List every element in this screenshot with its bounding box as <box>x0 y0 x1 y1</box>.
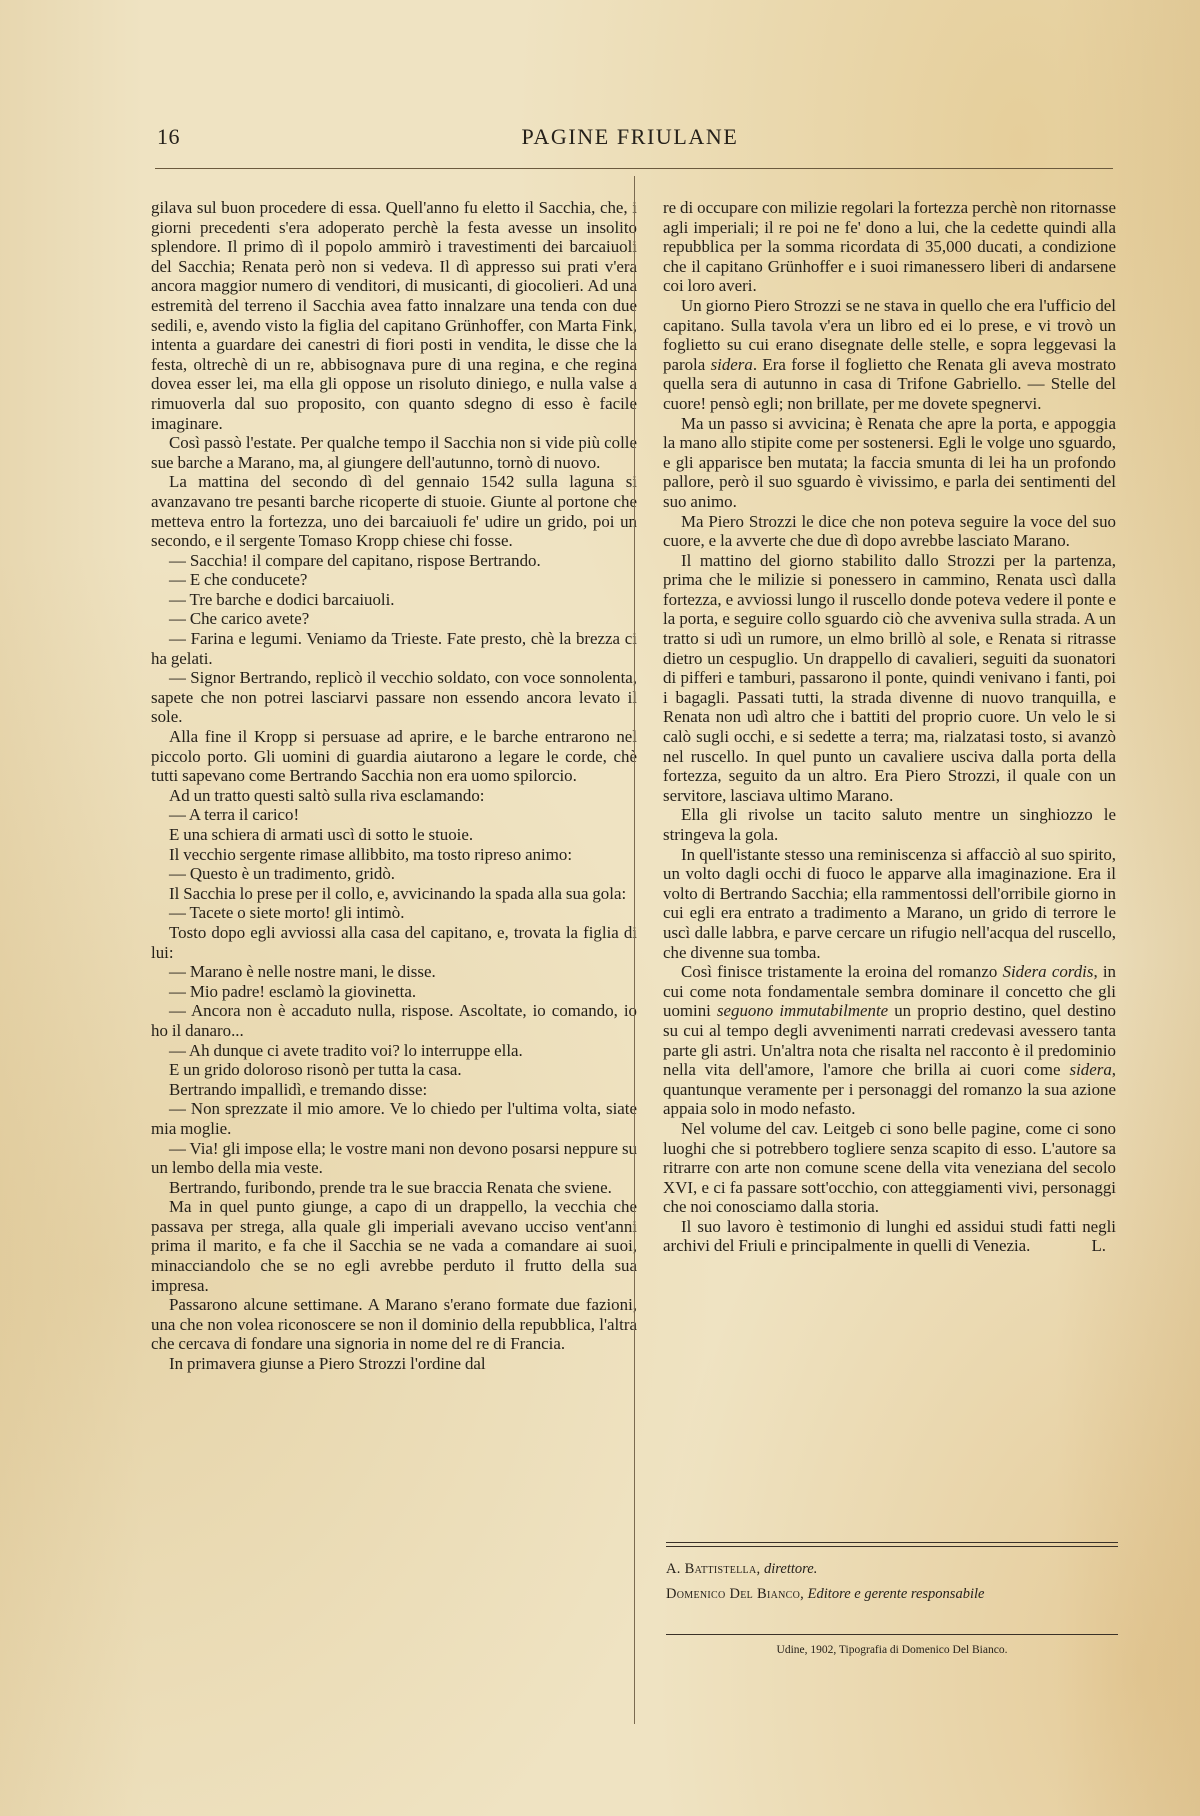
dialogue-line: — Che carico avete? <box>169 609 310 629</box>
paragraph: Così passò l'estate. Per qualche tempo il Sacchia non si vide più colle sue barche a Marano, ma, al giungere dell'autunno, tornò di nuovo. <box>151 433 637 472</box>
left-column <box>151 198 637 1374</box>
header-rule <box>155 168 1113 169</box>
footer-rule <box>666 1634 1118 1635</box>
text-run: , quantunque veramente per i personaggi del romanzo la sua azione appaia solo in modo nefasto. <box>663 1060 1116 1119</box>
dialogue-line: — A terra il carico! <box>169 805 300 825</box>
right-column <box>663 198 1116 1256</box>
paragraph: Ma in quel punto giunge, a capo di un drappello, la vecchia che passava per strega, alla quale gli imperiali avevano ucciso vent'anni prima il marito, e fa che il Sacchia se ne vada a comandare ai suoi, minacciandolo che se no egli avrebbe perduto il frutto della sua impresa. <box>151 1197 637 1295</box>
paragraph: Il mattino del giorno stabilito dallo Strozzi per la partenza, prima che le milizie si ponessero in cammino, Renata uscì dalla fortezza, e avviossi lungo il ruscello donde poteva vedere il ponte e la porta, e seguire collo sguardo ciò che avveniva sulla strada. A un tratto si udì un rumore, un elmo brillò al sole, e Renata si ritrasse dietro un cespuglio. Un drappello di cavalieri, seguiti da suonatori di pifferi e tamburi, passarono il ponte, quindi venivano i fanti, poi i bagagli. Passati tutti, la strada divenne di nuovo tranquilla, e Renata non udì altro che i battiti del proprio cuore. Un velo le si calò sugli occhi, e si sedette a terra; ma, rialzatasi tosto, si avanzò nel ruscello. In quel punto un cavaliere usciva dalla porta della fortezza, seguito da un altro. Era Piero Strozzi, il quale con un servitore, lasciava ultimo Marano. <box>663 550 1116 805</box>
paragraph: Alla fine il Kropp si persuase ad aprire, e le barche entrarono nel piccolo porto. Gli uomini di guardia aiutarono a legare le corde, chè tutti sapevano come Bertrando Sacchia non era uomo spilorcio. <box>151 727 637 786</box>
italic-term: sidera <box>710 354 753 374</box>
dialogue-line: — Via! gli impose ella; le vostre mani non devono posarsi neppure su un lembo della mia veste. <box>151 1138 637 1178</box>
printer-imprint: Udine, 1902, Tipografia di Domenico Del Bianco. <box>776 1644 1008 1656</box>
paragraph: re di occupare con milizie regolari la fortezza perchè non ritornasse agli imperiali; il re poi ne fe' dono a lui, che la cedette quindi alla repubblica per la somma ricordata di 35,000 ducati, a condizione che il capitano Grünhoffer e i suoi rimanessero liberi di andarsene coi loro averi. <box>663 198 1116 296</box>
dialogue-line: — Questo è un tradimento, gridò. <box>169 864 396 884</box>
paragraph: Il vecchio sergente rimase allibbito, ma tosto ripreso animo: <box>169 844 573 864</box>
publisher-role: Editore e gerente responsabile <box>807 1586 985 1602</box>
paragraph: gilava sul buon procedere di essa. Quell'anno fu eletto il Sacchia, che, i giorni precedenti s'era adoperato perchè la festa avesse un insolito splendore. Il primo dì il popolo ammirò i travestimenti dei barcaiuoli del Sacchia; Renata però non si vedeva. Il dì appresso sui prati v'era ancora maggior numero di venditori, di musicanti, di giocolieri. Ad una estremità del terreno il Sacchia avea fatto innalzare una tenda con due sedili, e, avendo visto la figlia del capitano Grünhoffer, con Marta Fink, intenta a guardare dei canestri di fiori posti in vendita, le disse che la festa, oltrechè di un re, abbisognava pure di una regina, e che regina dovea esser lei, ma ella gli oppose un risoluto diniego, e nulla valse a rimuoverla dal suo proposito, con quanto sdegno di esso è facile imaginare. <box>151 198 637 433</box>
footer-rule <box>666 1542 1118 1543</box>
paragraph: E un grido doloroso risonò per tutta la casa. <box>169 1060 462 1080</box>
dialogue-line: — Sacchia! il compare del capitano, rispose Bertrando. <box>169 550 541 570</box>
dialogue-line: — Ah dunque ci avete tradito voi? lo interruppe ella. <box>169 1040 523 1060</box>
paragraph: La mattina del secondo dì del gennaio 1542 sulla laguna si avanzavano tre pesanti barche ricoperte di stuoie. Giunte al portone che metteva entro la fortezza, uno dei barcaiuoli fe' udire un grido, poi un secondo, e il sergente Tomaso Kropp chiese chi fosse. <box>151 472 637 551</box>
footer-rule <box>666 1546 1118 1547</box>
publisher-line <box>666 1582 1126 1607</box>
dialogue-line: — Tacete o siete morto! gli intimò. <box>169 903 405 923</box>
page-number: 16 <box>157 124 180 149</box>
paragraph: E una schiera di armati uscì di sotto le stuoie. <box>169 825 474 844</box>
dialogue-line: — Tre barche e dodici barcaiuoli. <box>169 589 395 609</box>
text-run: un proprio destino, quel destino su cui al tempo degli avvenimenti narrati credevasi avessero tanta parte gli astri. Un'altra nota che risalta nel racconto è il predominio nella vita dell'amore, l'amore che brilla ai cuori come <box>663 1001 1116 1080</box>
paragraph: Il Sacchia lo prese per il collo, e, avvicinando la spada alla sua gola: <box>169 883 627 903</box>
text-run: Il suo lavoro è testimonio di lunghi ed assidui studi fatti negli archivi del Friuli e principalmente in quelli di Venezia. <box>663 1216 1116 1256</box>
paragraph: Nel volume del cav. Leitgeb ci sono belle pagine, come ci sono luoghi che si potrebbero togliere senza scapito di esso. L'autore sa ritrarre con arte non comune scene della vita veneziana del secolo XVI, e ci fa passare sott'occhio, con atteggiamenti vivi, personaggi che noi conosciamo dalla storia. <box>663 1118 1116 1217</box>
dialogue-line: — Marano è nelle nostre mani, le disse. <box>169 962 436 982</box>
dialogue-line: — Ancora non è accaduto nulla, rispose. Ascoltate, io comando, io ho il danaro... <box>151 1001 637 1040</box>
paragraph: In primavera giunse a Piero Strozzi l'ordine dal <box>169 1354 486 1374</box>
paragraph: Ma un passo si avvicina; è Renata che apre la porta, e appoggia la mano allo stipite come per sostenersi. Egli le volge uno sguardo, e gli apparisce ben mutata; la faccia smunta di lei ha un profondo pallore, però il suo sguardo è vivissimo, e parla dei sentimenti del suo animo. <box>663 413 1116 511</box>
author-initial: L. <box>1091 1236 1106 1256</box>
paragraph <box>663 962 1116 1119</box>
dialogue-line: — Signor Bertrando, replicò il vecchio soldato, con voce sonnolenta, sapete che non potrei lasciarvi passare non essendo ancora levato il sole. <box>151 668 637 727</box>
paragraph: Ella gli rivolse un tacito saluto mentre un singhiozzo le stringeva la gola. <box>663 805 1116 844</box>
paragraph: Bertrando, furibondo, prende tra le sue braccia Renata che sviene. <box>169 1177 612 1197</box>
masthead-credits <box>666 1557 1126 1607</box>
publisher-name: Domenico Del Bianco, <box>666 1586 805 1602</box>
text-run: , in cui come nota fondamentale sembra dominare il concetto che gli uomini <box>663 962 1116 1021</box>
paragraph: Passarono alcune settimane. A Marano s'erano formate due fazioni, una che non volea riconoscere se non il dominio della repubblica, l'altra che cercava di fondare una signoria in nome del re di Francia. <box>151 1295 637 1354</box>
italic-term: sidera <box>1069 1060 1112 1080</box>
text-run: Un giorno Piero Strozzi se ne stava in quello che era l'ufficio del capitano. Sulla tavola v'era un libro ed ei lo prese, e vi trovò un foglietto su cui erano disegnate delle stelle, e sopra leggevasi la parola <box>663 295 1116 374</box>
paragraph <box>663 296 1116 414</box>
director-role: direttore. <box>764 1561 818 1577</box>
dialogue-line: — Farina e legumi. Veniamo da Trieste. Fate presto, chè la brezza ci ha gelati. <box>151 629 637 668</box>
director-name: A. Battistella, <box>666 1561 761 1577</box>
italic-term: seguono immutabilmente <box>716 1001 889 1021</box>
running-head: PAGINE FRIULANE <box>521 124 739 149</box>
dialogue-line: — E che conducete? <box>169 570 308 590</box>
paragraph <box>663 1217 1116 1256</box>
text-run: Così finisce tristamente la eroina del romanzo <box>681 962 998 982</box>
paragraph: Tosto dopo egli avviossi alla casa del capitano, e, trovata la figlia di lui: <box>151 922 637 962</box>
dialogue-line: — Non sprezzate il mio amore. Ve lo chiedo per l'ultima volta, siate mia moglie. <box>151 1099 637 1138</box>
text-run: . Era forse il foglietto che Renata gli aveva mostrato quella sera di autunno in casa di Trifone Gabriello. — Stelle del cuore! pensò egli; non brillate, per me dovete spegnervi. <box>663 354 1116 413</box>
dialogue-line: — Mio padre! esclamò la giovinetta. <box>169 981 417 1001</box>
paragraph: In quell'istante stesso una reminiscenza si affacciò al suo spirito, un volto dagli occhi di fuoco le apparve alla imaginazione. Era il volto di Bertrando Sacchia; ella rammentossi dell'orribile giorno in cui egli era entrato a tradimento a Marano, un grido di terrore le uscì dalle labbra, e parve cercare un rifugio nell'acqua del ruscello, che divenne sua tomba. <box>663 844 1116 962</box>
column-divider <box>634 176 635 1724</box>
paragraph: Ma Piero Strozzi le dice che non poteva seguire la voce del suo cuore, e la avverte che due dì dopo avrebbe lasciato Marano. <box>663 511 1116 551</box>
director-line <box>666 1557 1126 1582</box>
paragraph: Ad un tratto questi saltò sulla riva esclamando: <box>169 785 485 805</box>
italic-term: Sidera cordis <box>1002 962 1094 982</box>
paragraph: Bertrando impallidì, e tremando disse: <box>169 1079 428 1099</box>
